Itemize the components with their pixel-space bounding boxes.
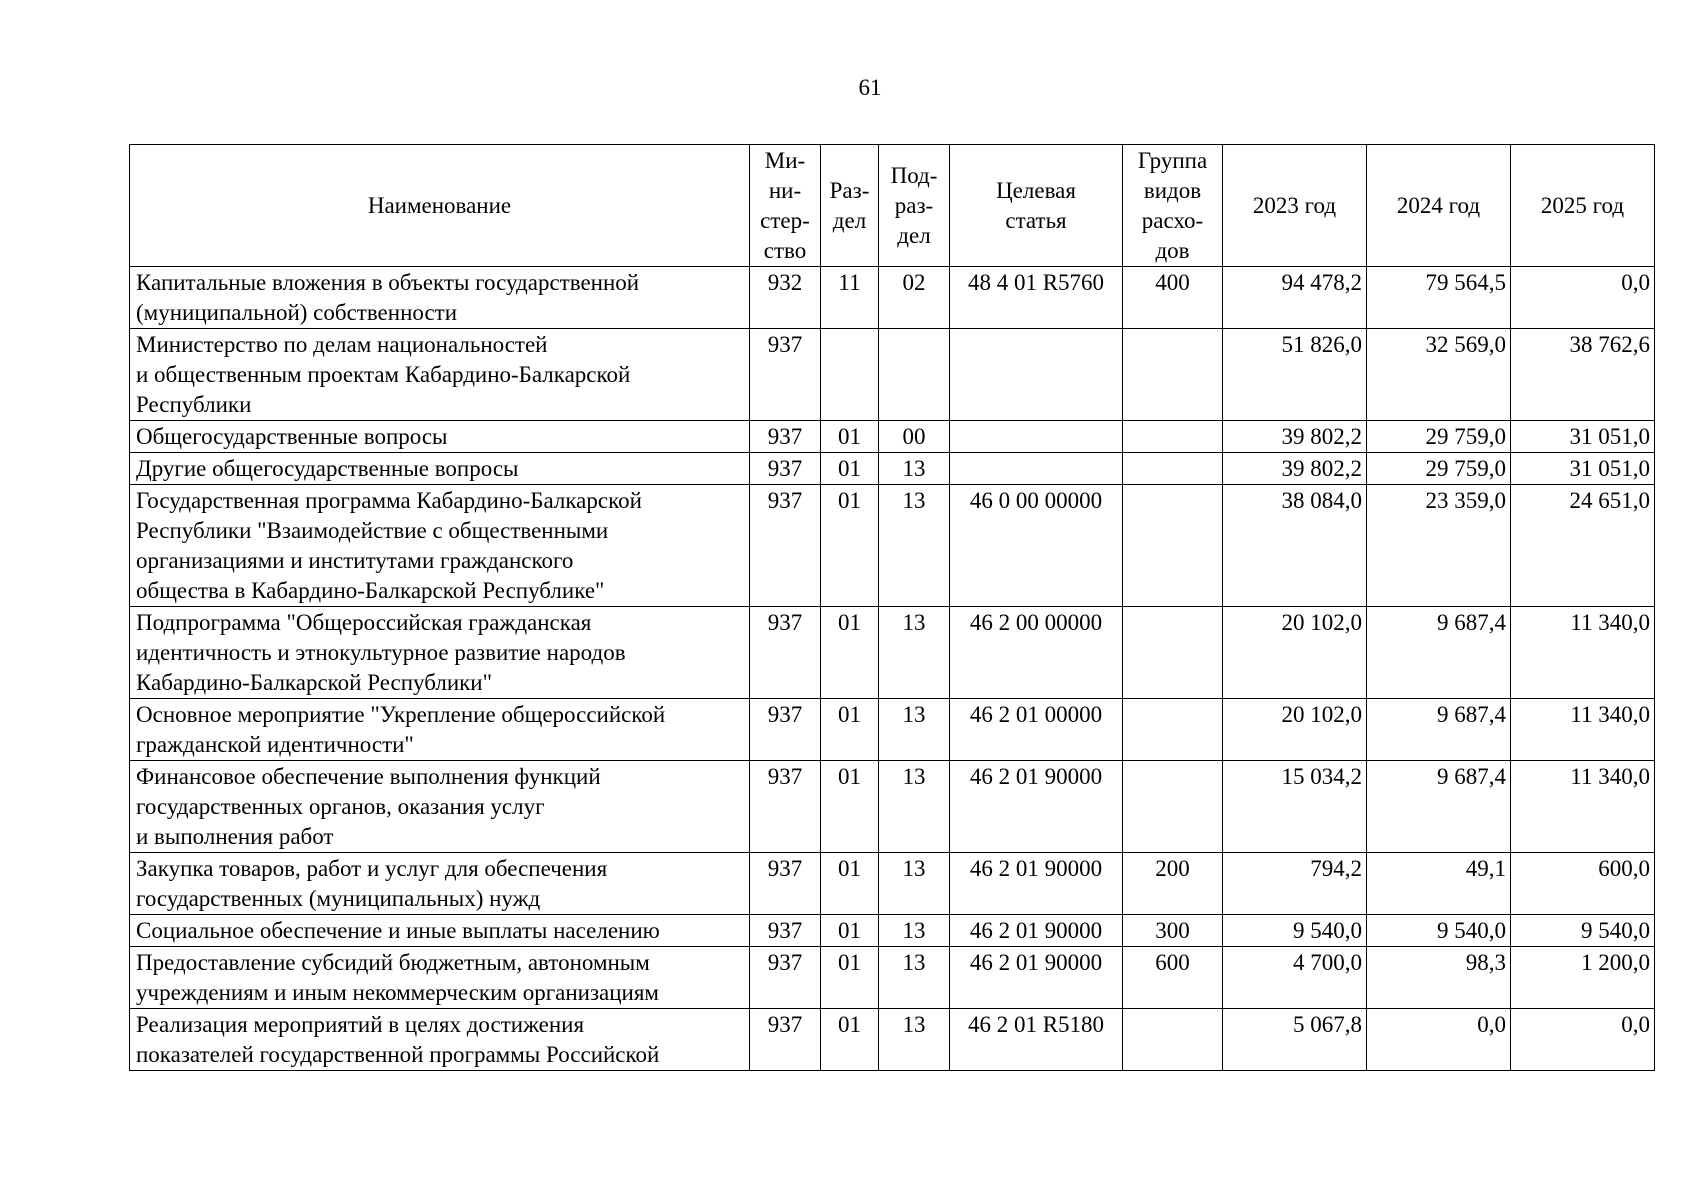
cell-target-article: 46 2 01 90000 (950, 761, 1123, 853)
cell-ministry: 937 (750, 421, 821, 453)
cell-name: Основное мероприятие "Укрепление общероссийской гражданской идентичности" (130, 699, 750, 761)
table-body (130, 267, 1655, 1071)
header-target-article: Целевая статья (950, 145, 1123, 267)
cell-section: 01 (821, 485, 879, 607)
table-row (130, 453, 1655, 485)
cell-target-article: 46 2 00 00000 (950, 607, 1123, 699)
cell-subsection: 13 (879, 853, 950, 915)
cell-subsection: 13 (879, 1009, 950, 1071)
header-year-2025: 2025 год (1511, 145, 1655, 267)
cell-expense-group: 200 (1123, 853, 1223, 915)
cell-section: 01 (821, 607, 879, 699)
cell-name: Министерство по делам национальностей и общественным проектам Кабардино-Балкарской Республики (130, 329, 750, 421)
cell-section: 01 (821, 761, 879, 853)
cell-target-article (950, 453, 1123, 485)
header-subsection: Под- раз- дел (879, 145, 950, 267)
cell-section: 01 (821, 853, 879, 915)
cell-target-article: 46 2 01 00000 (950, 699, 1123, 761)
cell-ministry: 937 (750, 761, 821, 853)
cell-target-article: 48 4 01 R5760 (950, 267, 1123, 329)
cell-year-2024: 9 687,4 (1367, 699, 1511, 761)
cell-year-2024: 29 759,0 (1367, 453, 1511, 485)
cell-year-2024: 9 687,4 (1367, 607, 1511, 699)
cell-section: 01 (821, 915, 879, 947)
cell-year-2025: 9 540,0 (1511, 915, 1655, 947)
cell-target-article (950, 329, 1123, 421)
cell-section: 11 (821, 267, 879, 329)
cell-name: Реализация мероприятий в целях достижения показателей государственной программы Российской (130, 1009, 750, 1071)
cell-subsection: 13 (879, 761, 950, 853)
cell-expense-group (1123, 699, 1223, 761)
cell-ministry: 937 (750, 947, 821, 1009)
cell-target-article: 46 0 00 00000 (950, 485, 1123, 607)
cell-year-2025: 31 051,0 (1511, 421, 1655, 453)
cell-year-2024: 9 687,4 (1367, 761, 1511, 853)
cell-subsection: 02 (879, 267, 950, 329)
header-year-2024: 2024 год (1367, 145, 1511, 267)
cell-year-2024: 0,0 (1367, 1009, 1511, 1071)
cell-year-2024: 29 759,0 (1367, 421, 1511, 453)
cell-subsection: 13 (879, 607, 950, 699)
cell-name: Другие общегосударственные вопросы (130, 453, 750, 485)
cell-name: Закупка товаров, работ и услуг для обеспечения государственных (муниципальных) нужд (130, 853, 750, 915)
header-section: Раз- дел (821, 145, 879, 267)
table-row (130, 421, 1655, 453)
table-row (130, 699, 1655, 761)
cell-name: Подпрограмма "Общероссийская гражданская идентичность и этнокультурное развитие народов Кабардино-Балкарской Республики" (130, 607, 750, 699)
header-year-2023: 2023 год (1223, 145, 1367, 267)
cell-year-2025: 0,0 (1511, 1009, 1655, 1071)
table-row (130, 267, 1655, 329)
cell-year-2025: 31 051,0 (1511, 453, 1655, 485)
cell-ministry: 937 (750, 607, 821, 699)
cell-subsection: 13 (879, 915, 950, 947)
cell-section: 01 (821, 699, 879, 761)
table-header (130, 145, 1655, 267)
table-row (130, 485, 1655, 607)
cell-year-2024: 98,3 (1367, 947, 1511, 1009)
cell-target-article: 46 2 01 90000 (950, 853, 1123, 915)
cell-expense-group (1123, 1009, 1223, 1071)
cell-section (821, 329, 879, 421)
cell-year-2023: 794,2 (1223, 853, 1367, 915)
cell-year-2023: 38 084,0 (1223, 485, 1367, 607)
cell-year-2023: 15 034,2 (1223, 761, 1367, 853)
cell-ministry: 937 (750, 329, 821, 421)
cell-subsection (879, 329, 950, 421)
cell-expense-group: 300 (1123, 915, 1223, 947)
cell-section: 01 (821, 421, 879, 453)
cell-ministry: 937 (750, 853, 821, 915)
table-row (130, 853, 1655, 915)
cell-expense-group (1123, 485, 1223, 607)
cell-name: Государственная программа Кабардино-Балкарской Республики "Взаимодействие с общественными организациями и институтами гражданского общества в Кабардино-Балкарской Республике" (130, 485, 750, 607)
cell-ministry: 937 (750, 453, 821, 485)
cell-target-article: 46 2 01 90000 (950, 947, 1123, 1009)
cell-subsection: 13 (879, 453, 950, 485)
cell-year-2025: 600,0 (1511, 853, 1655, 915)
cell-section: 01 (821, 947, 879, 1009)
cell-subsection: 13 (879, 485, 950, 607)
cell-ministry: 937 (750, 1009, 821, 1071)
cell-year-2024: 9 540,0 (1367, 915, 1511, 947)
page-number: 61 (858, 75, 882, 100)
cell-ministry: 937 (750, 699, 821, 761)
budget-table (129, 144, 1655, 1071)
table-row (130, 607, 1655, 699)
cell-name: Общегосударственные вопросы (130, 421, 750, 453)
cell-ministry: 932 (750, 267, 821, 329)
table-row (130, 329, 1655, 421)
cell-name: Капитальные вложения в объекты государственной (муниципальной) собственности (130, 267, 750, 329)
cell-year-2023: 5 067,8 (1223, 1009, 1367, 1071)
cell-year-2023: 20 102,0 (1223, 607, 1367, 699)
cell-subsection: 13 (879, 699, 950, 761)
cell-year-2025: 1 200,0 (1511, 947, 1655, 1009)
cell-expense-group (1123, 607, 1223, 699)
table-row (130, 915, 1655, 947)
cell-year-2023: 20 102,0 (1223, 699, 1367, 761)
cell-expense-group: 600 (1123, 947, 1223, 1009)
cell-name: Социальное обеспечение и иные выплаты населению (130, 915, 750, 947)
cell-expense-group (1123, 421, 1223, 453)
table-row (130, 947, 1655, 1009)
cell-subsection: 00 (879, 421, 950, 453)
table-row (130, 761, 1655, 853)
cell-year-2025: 11 340,0 (1511, 607, 1655, 699)
cell-target-article (950, 421, 1123, 453)
cell-target-article: 46 2 01 R5180 (950, 1009, 1123, 1071)
header-name: Наименование (130, 145, 750, 267)
cell-expense-group: 400 (1123, 267, 1223, 329)
cell-year-2023: 51 826,0 (1223, 329, 1367, 421)
cell-ministry: 937 (750, 915, 821, 947)
cell-year-2024: 23 359,0 (1367, 485, 1511, 607)
cell-year-2023: 9 540,0 (1223, 915, 1367, 947)
table-row (130, 1009, 1655, 1071)
header-ministry: Ми- ни- стер- ство (750, 145, 821, 267)
cell-expense-group (1123, 761, 1223, 853)
cell-year-2024: 49,1 (1367, 853, 1511, 915)
cell-year-2025: 11 340,0 (1511, 699, 1655, 761)
header-expense-group: Группа видов расхо- дов (1123, 145, 1223, 267)
cell-expense-group (1123, 329, 1223, 421)
cell-year-2023: 39 802,2 (1223, 421, 1367, 453)
cell-year-2023: 4 700,0 (1223, 947, 1367, 1009)
cell-year-2024: 32 569,0 (1367, 329, 1511, 421)
cell-year-2023: 94 478,2 (1223, 267, 1367, 329)
cell-year-2023: 39 802,2 (1223, 453, 1367, 485)
header-row (130, 145, 1655, 267)
cell-section: 01 (821, 1009, 879, 1071)
cell-section: 01 (821, 453, 879, 485)
cell-year-2025: 38 762,6 (1511, 329, 1655, 421)
cell-target-article: 46 2 01 90000 (950, 915, 1123, 947)
cell-name: Финансовое обеспечение выполнения функций государственных органов, оказания услуг и выполнения работ (130, 761, 750, 853)
cell-year-2024: 79 564,5 (1367, 267, 1511, 329)
cell-name: Предоставление субсидий бюджетным, автономным учреждениям и иным некоммерческим организациям (130, 947, 750, 1009)
cell-year-2025: 24 651,0 (1511, 485, 1655, 607)
cell-year-2025: 0,0 (1511, 267, 1655, 329)
cell-year-2025: 11 340,0 (1511, 761, 1655, 853)
cell-subsection: 13 (879, 947, 950, 1009)
cell-ministry: 937 (750, 485, 821, 607)
cell-expense-group (1123, 453, 1223, 485)
